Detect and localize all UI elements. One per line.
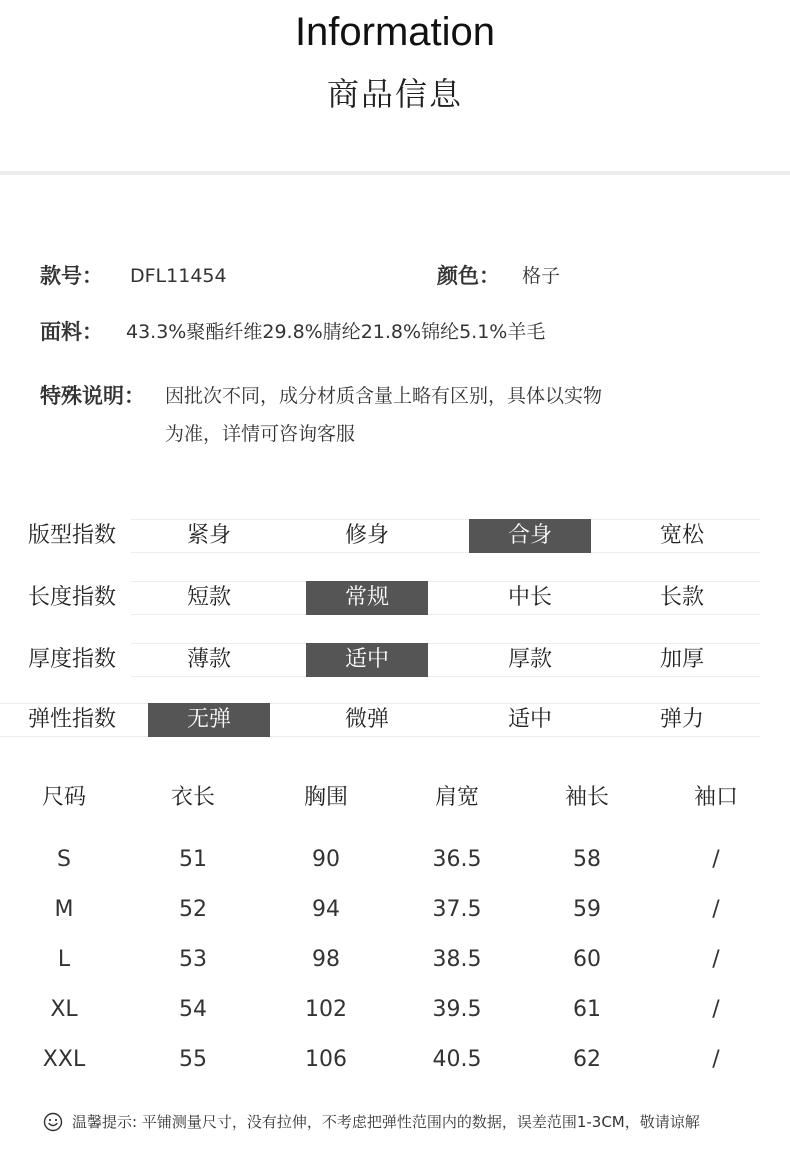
index-option: 加厚 <box>659 647 704 672</box>
size-table-size-cell: S <box>57 847 71 872</box>
index-row-label: 弹性指数 <box>28 707 117 732</box>
size-table-cell: 90 <box>312 847 340 872</box>
size-table-header: 胸围 <box>303 785 348 810</box>
index-option: 短款 <box>186 585 231 610</box>
index-option: 微弹 <box>344 707 389 732</box>
index-option: 长款 <box>659 585 704 610</box>
size-table-cell: 55 <box>179 1047 207 1072</box>
size-table-header: 衣长 <box>170 785 215 810</box>
footer-note: 温馨提示: 平铺测量尺寸，没有拉伸，不考虑把弹性范围内的数据，误差范围1-3CM，敬请谅解 <box>72 1113 700 1131</box>
page-subtitle: 商品信息 <box>326 75 463 113</box>
size-table-cell: 62 <box>573 1047 601 1072</box>
size-table-cell: 52 <box>179 897 207 922</box>
size-table-cell: 39.5 <box>432 997 482 1022</box>
size-table-cell: 102 <box>305 997 347 1022</box>
index-option: 宽松 <box>659 523 704 548</box>
style-no-label: 款号： <box>40 264 103 288</box>
fabric-value: 43.3%聚酯纤维29.8%腈纶21.8%锦纶5.1%羊毛 <box>126 321 546 343</box>
size-table-header: 袖口 <box>693 785 738 810</box>
size-table-header: 肩宽 <box>434 785 479 810</box>
size-table-header: 尺码 <box>41 785 86 810</box>
size-table-cell: 106 <box>305 1047 347 1072</box>
header-divider <box>0 171 790 175</box>
style-no-value: DFL11454 <box>130 265 227 287</box>
index-option: 修身 <box>344 523 389 548</box>
size-table-cell: / <box>712 897 720 922</box>
index-option-selected: 无弹 <box>148 703 270 737</box>
note-text-line2: 为准，详情可咨询客服 <box>165 423 356 445</box>
index-row-label: 版型指数 <box>28 523 117 548</box>
size-table-cell: 94 <box>312 897 340 922</box>
index-option-selected: 常规 <box>306 581 428 615</box>
index-option: 适中 <box>507 707 552 732</box>
note-text-line1: 因批次不同，成分材质含量上略有区别，具体以实物 <box>165 385 603 407</box>
size-table-cell: 58 <box>573 847 601 872</box>
color-label: 颜色： <box>437 264 500 288</box>
index-row-label: 长度指数 <box>28 585 117 610</box>
color-value: 格子 <box>522 265 561 287</box>
size-table-cell: 37.5 <box>432 897 482 922</box>
size-table-cell: 59 <box>573 897 601 922</box>
size-table-cell: 53 <box>179 947 207 972</box>
index-option-selected: 适中 <box>306 643 428 677</box>
fabric-label: 面料： <box>40 320 103 344</box>
page-title: Information <box>294 10 496 54</box>
size-table-size-cell: XXL <box>42 1047 86 1072</box>
size-table-header: 袖长 <box>564 785 609 810</box>
index-option: 中长 <box>507 585 552 610</box>
size-table-cell: 60 <box>573 947 601 972</box>
size-table-cell: / <box>712 847 720 872</box>
size-table-cell: 54 <box>179 997 207 1022</box>
note-label: 特殊说明： <box>40 384 145 408</box>
size-table-cell: / <box>712 997 720 1022</box>
size-table-cell: 36.5 <box>432 847 482 872</box>
size-table-cell: 38.5 <box>432 947 482 972</box>
size-table-size-cell: M <box>54 897 74 922</box>
index-option: 紧身 <box>186 523 231 548</box>
index-option: 厚款 <box>507 647 552 672</box>
size-table-cell: 98 <box>312 947 340 972</box>
size-table-cell: 40.5 <box>432 1047 482 1072</box>
size-table-cell: 51 <box>179 847 207 872</box>
size-table-cell: / <box>712 947 720 972</box>
index-option: 弹力 <box>659 707 704 732</box>
index-option: 薄款 <box>186 647 231 672</box>
size-table-size-cell: XL <box>50 997 78 1022</box>
size-table-size-cell: L <box>57 947 71 972</box>
size-table-cell: / <box>712 1047 720 1072</box>
smiley-icon <box>43 1112 63 1132</box>
size-table-cell: 61 <box>573 997 601 1022</box>
index-option-selected: 合身 <box>469 519 591 553</box>
index-row-label: 厚度指数 <box>28 647 117 672</box>
